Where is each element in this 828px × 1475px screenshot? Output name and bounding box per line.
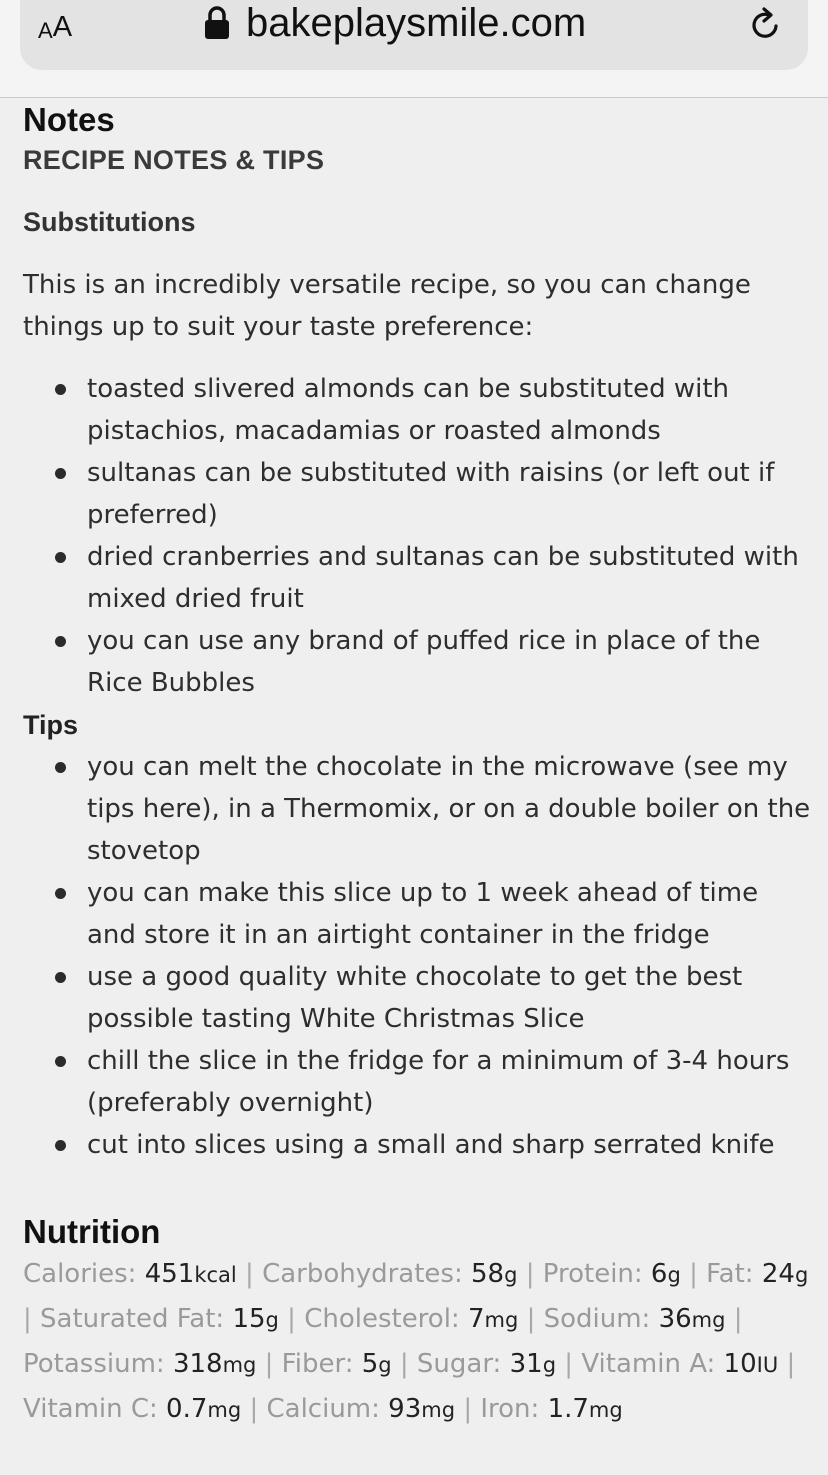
nutrition-value: 1.7 bbox=[547, 1394, 589, 1424]
list-item: sultanas can be substituted with raisins (or left out if preferred) bbox=[23, 452, 813, 536]
nutrition-item bbox=[40, 1304, 279, 1334]
nutrition-value: 7 bbox=[467, 1304, 485, 1334]
list-item: you can make this slice up to 1 week ahead of time and store it in an airtight container in the fridge bbox=[23, 872, 813, 956]
recipe-notes-subtitle: RECIPE NOTES & TIPS bbox=[23, 145, 325, 175]
nutrition-label: Cholesterol: bbox=[304, 1304, 468, 1334]
nutrition-value: 451 bbox=[144, 1259, 195, 1289]
nutrition-item bbox=[480, 1394, 622, 1424]
text-size-button[interactable]: A A bbox=[38, 11, 73, 43]
nutrition-item bbox=[262, 1259, 517, 1289]
nutrition-item bbox=[267, 1394, 456, 1424]
nutrition-value: 24 bbox=[761, 1259, 795, 1289]
substitutions-list bbox=[23, 368, 813, 704]
nutrition-label: Vitamin C: bbox=[23, 1394, 167, 1424]
nutrition-label: Carbohydrates: bbox=[262, 1259, 472, 1289]
nutrition-separator: | bbox=[517, 1259, 543, 1289]
nutrition-unit: mg bbox=[691, 1308, 726, 1332]
recipe-notes-section bbox=[23, 100, 813, 1432]
nutrition-item bbox=[544, 1304, 726, 1334]
nutrition-value: 15 bbox=[232, 1304, 266, 1334]
nutrition-item bbox=[23, 1394, 241, 1424]
nutrition-separator: | bbox=[391, 1349, 417, 1379]
nutrition-item bbox=[581, 1349, 778, 1379]
list-item: chill the slice in the fridge for a minimum of 3-4 hours (preferably overnight) bbox=[23, 1040, 813, 1124]
tips-heading: Tips bbox=[23, 710, 79, 740]
nutrition-separator: | bbox=[680, 1259, 707, 1289]
nutrition-label: Iron: bbox=[480, 1394, 548, 1424]
nutrition-item bbox=[706, 1259, 808, 1289]
list-item: cut into slices using a small and sharp serrated knife bbox=[23, 1124, 813, 1166]
nutrition-value: 0.7 bbox=[166, 1394, 208, 1424]
nutrition-separator: | bbox=[518, 1304, 544, 1334]
nutrition-separator: | bbox=[23, 1304, 41, 1334]
nutrition-value: 318 bbox=[172, 1349, 223, 1379]
nutrition-unit: g bbox=[794, 1263, 809, 1287]
list-item: toasted slivered almonds can be substituted with pistachios, macadamias or roasted almonds bbox=[23, 368, 813, 452]
nutrition-value: 93 bbox=[388, 1394, 422, 1424]
nutrition-value: 31 bbox=[509, 1349, 543, 1379]
nutrition-unit: mg bbox=[588, 1398, 623, 1422]
nutrition-label: Fiber: bbox=[281, 1349, 362, 1379]
nutrition-label: Calcium: bbox=[266, 1394, 389, 1424]
url-domain[interactable]: bakeplaysmile.com bbox=[246, 1, 587, 45]
list-item: dried cranberries and sultanas can be substituted with mixed dried fruit bbox=[23, 536, 813, 620]
nutrition-unit: mg bbox=[207, 1398, 242, 1422]
nutrition-value: 6 bbox=[650, 1259, 668, 1289]
substitutions-intro: This is an incredibly versatile recipe, so you can change things up to suit your taste preference: bbox=[23, 270, 751, 342]
nutrition-label: Vitamin A: bbox=[581, 1349, 724, 1379]
nutrition-separator: | bbox=[236, 1259, 263, 1289]
nutrition-item bbox=[543, 1259, 681, 1289]
nutrition-separator: | bbox=[256, 1349, 282, 1379]
nutrition-label: Sugar: bbox=[416, 1349, 510, 1379]
nutrition-unit: g bbox=[542, 1353, 557, 1377]
nutrition-separator: | bbox=[278, 1304, 305, 1334]
nutrition-unit: mg bbox=[421, 1398, 456, 1422]
nutrition-unit: g bbox=[378, 1353, 392, 1377]
nutrition-label: Calories: bbox=[23, 1259, 145, 1289]
lock-icon bbox=[204, 6, 230, 40]
nutrition-label: Sodium: bbox=[543, 1304, 659, 1334]
nutrition-unit: g bbox=[265, 1308, 279, 1332]
nutrition-separator: | bbox=[455, 1394, 481, 1424]
nutrition-unit: mg bbox=[222, 1353, 257, 1377]
reload-icon[interactable] bbox=[749, 6, 783, 42]
nutrition-item bbox=[282, 1349, 392, 1379]
list-item: you can melt the chocolate in the microwave (see my tips here), in a Thermomix, or on a double boiler on the stovetop bbox=[23, 746, 813, 872]
substitutions-heading: Substitutions bbox=[23, 207, 196, 237]
nutrition-separator: | bbox=[556, 1349, 582, 1379]
nutrition-label: Fat: bbox=[706, 1259, 762, 1289]
nutrition-value: 36 bbox=[658, 1304, 692, 1334]
nutrition-unit: IU bbox=[756, 1353, 779, 1377]
nutrition-item bbox=[417, 1349, 556, 1379]
nutrition-label: Potassium: bbox=[23, 1349, 173, 1379]
nutrition-item bbox=[304, 1304, 518, 1334]
notes-heading: Notes bbox=[23, 101, 115, 138]
nutrition-value: 5 bbox=[361, 1349, 379, 1379]
nutrition-value: 10 bbox=[723, 1349, 757, 1379]
text-size-icon: A bbox=[38, 18, 53, 43]
list-item: you can use any brand of puffed rice in place of the Rice Bubbles bbox=[23, 620, 813, 704]
nutrition-separator: | bbox=[725, 1304, 743, 1334]
list-item: use a good quality white chocolate to get the best possible tasting White Christmas Slice bbox=[23, 956, 813, 1040]
browser-toolbar bbox=[0, 0, 828, 98]
nutrition-unit: g bbox=[504, 1263, 518, 1287]
nutrition-heading: Nutrition bbox=[23, 1213, 161, 1250]
nutrition-item bbox=[23, 1259, 237, 1289]
nutrition-facts bbox=[23, 1252, 813, 1432]
nutrition-unit: mg bbox=[484, 1308, 519, 1332]
nutrition-separator: | bbox=[778, 1349, 796, 1379]
nutrition-label: Protein: bbox=[542, 1259, 651, 1289]
nutrition-item bbox=[23, 1349, 256, 1379]
tips-list bbox=[23, 746, 813, 1166]
nutrition-unit: kcal bbox=[194, 1263, 237, 1287]
nutrition-value: 58 bbox=[471, 1259, 505, 1289]
nutrition-separator: | bbox=[241, 1394, 267, 1424]
nutrition-label: Saturated Fat: bbox=[40, 1304, 233, 1334]
nutrition-unit: g bbox=[667, 1263, 681, 1287]
